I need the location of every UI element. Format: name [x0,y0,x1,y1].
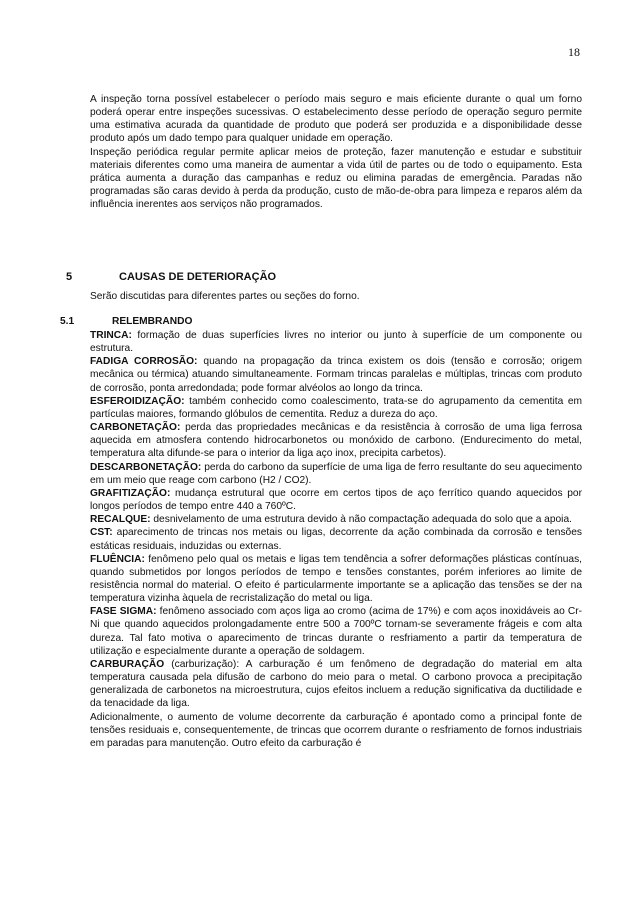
definition-text: fenômeno pelo qual os metais e ligas tem tendência a sofrer deformações plásticas contínuas, quando submetidos por longos períodos de tempo e tensões constantes, porém inferiores ao limite de resistência normal do material. O efeito é particularmente importante se a aplicação das tensões se der na temperatura vizinha àquela de recristalização do metal ou liga. [90,553,582,605]
section-title: CAUSAS DE DETERIORAÇÃO [119,271,277,283]
definition-text: aparecimento de trincas nos metais ou ligas, decorrente da ação combinada da corrosão e tensões estáticas residuais, induzidas ou externas. [90,527,582,552]
intro-text [90,93,582,211]
subsection-title: RELEMBRANDO [112,316,193,327]
definition-text: mudança estrutural que ocorre em certos tipos de aço ferrítico quando aquecidos por longos períodos de tempo entre 440 a 760ºC. [90,487,582,513]
section-description: Serão discutidas para diferentes partes ou seções do forno. [90,291,360,302]
definition-text: perda do carbono da superfície de uma liga de ferro resultante do seu aquecimento em um meio que reage com carbono (H2 / CO2). [90,461,582,486]
definition-item [90,658,582,711]
section-number: 5 [66,271,73,283]
definition-item [90,487,582,513]
definition-term: CARBONETAÇÃO: [90,422,181,434]
definition-text: fenômeno associado com aços liga ao cromo (acima de 17%) e com aços inoxidáveis ao Cr-Ni que quando aquecidos prolongadamente entre 500 a 700ºC tornam-se severamente frágeis e com alta dureza. Tal fato motiva o aparecimento de trincas durante o resfriamento a partir da temperatura de utilização e especialmente durante a operação de soldagem. [90,606,582,657]
definition-term: GRAFITIZAÇÃO: [90,487,171,499]
definition-term: CST: [90,527,113,539]
definition-item [90,461,582,487]
definition-term: FADIGA CORROSÃO: [90,356,198,368]
definition-term: FASE SIGMA: [90,606,157,618]
definition-item [90,526,582,552]
section-heading [66,271,277,283]
definition-text: desnivelamento de uma estrutura devido à não compactação adequada do solo que a apoia. [150,514,572,526]
definition-item [90,513,582,526]
definition-text: formação de duas superfícies livres no interior ou junto à superfície de um componente ou estrutura. [90,330,582,355]
intro-paragraph: Inspeção periódica regular permite aplicar meios de proteção, fazer manutenção e estudar e substituir materiais diferentes como uma maneira de aumentar a vida útil de partes ou de todo o equipamento. Esta prática aumenta a duração das campanhas e reduz ou elimina paradas de emergência. Paradas não programadas são caras devido à perda da produção, custo de mão-de-obra para limpeza e reparos além da influência inerentes aos serviços não programados. [90,146,582,211]
definition-term: FLUÊNCIA: [90,553,145,565]
definition-item [90,553,582,606]
page-number: 18 [568,45,580,59]
subsection-heading [60,316,193,327]
definition-term: CARBURAÇÃO [90,658,165,670]
definition-text: também conhecido como coalescimento, trata-se do agrupamento da cementita em partículas maiores, formando glóbulos de cementita. Reduz a dureza do aço. [90,395,582,420]
definition-term: DESCARBONETAÇÃO: [90,461,202,473]
definition-text: quando na propagação da trinca existem os dois (tensão e corrosão; origem mecânica ou térmica) atuando simultaneamente. Formam trincas paralelas e múltiplas, trincas com produto de corrosão, ponta arredondada; pode formar alvéolos ao longo da trinca. [90,356,582,394]
definitions-list [90,329,582,750]
definition-item [90,329,582,355]
definition-term: RECALQUE: [90,514,151,526]
definition-text: perda das propriedades mecânicas e da resistência à corrosão de uma liga ferrosa aquecida em atmosfera contendo hidrocarbonetos ou monóxido de carbono. (Endurecimento do metal, temperatura alta difunde-se para o interior da liga aço inox, precipita carbetos). [90,422,582,460]
definition-item [90,421,582,460]
definition-text: (carburização): A carburação é um fenômeno de degradação do material em alta temperatura causada pela difusão de carbono do meio para o metal. O carbono provoca a precipitação generalizada de carbonetos na microestrutura, cujos efeitos incluem a redução significativa da ductilidade e da tenacidade da liga. [90,658,582,710]
definition-item [90,395,582,421]
definition-term: TRINCA: [90,330,132,341]
definition-item [90,605,582,658]
definition-item [90,355,582,394]
definition-text: Adicionalmente, o aumento de volume decorrente da carburação é apontado como a principal fonte de tensões residuais e, consequentemente, de trincas que ocorrem durante o resfriamento de fornos industriais em paradas para manutenção. Outro efeito da carburação é [90,711,582,749]
definition-item [90,711,582,750]
definition-term: ESFEROIDIZAÇÃO: [90,395,185,407]
subsection-number: 5.1 [60,316,75,327]
intro-paragraph: A inspeção torna possível estabelecer o período mais seguro e mais eficiente durante o qual um forno poderá operar entre inspeções sucessivas. O estabelecimento desse período de operação seguro permite uma estimativa acurada da quantidade de produto que poderá ser produzida e a disponibilidade desse produto após um dado tempo para qualquer unidade em operação. [90,94,582,145]
